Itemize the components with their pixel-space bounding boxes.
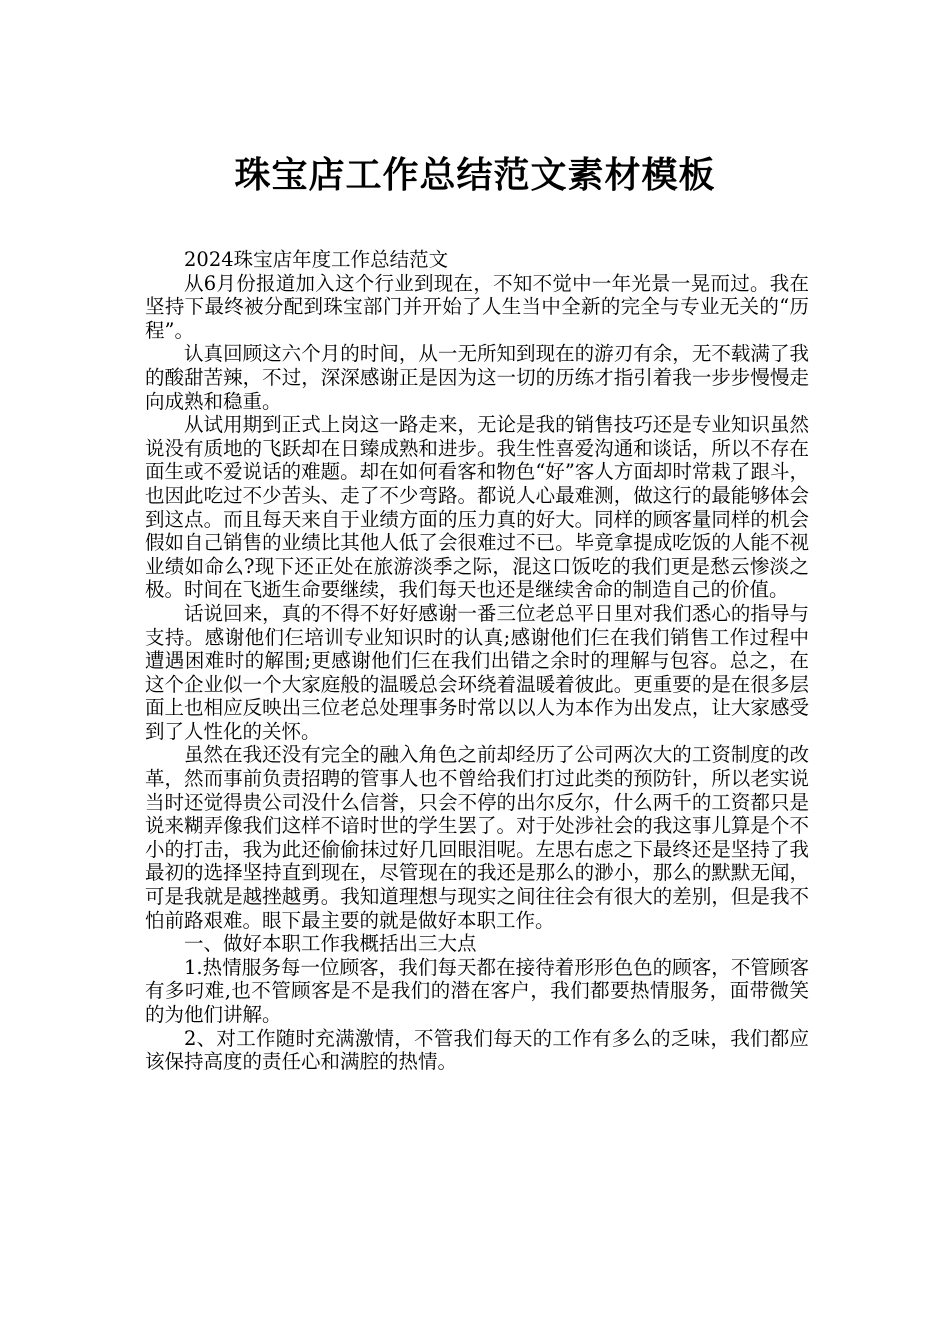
body-paragraph: 1.热情服务每一位顾客，我们每天都在接待着形形色色的顾客，不管顾客有多叼难,也不管顾客是不是我们的潜在客户，我们都要热情服务，面带微笑的为他们讲解。	[145, 955, 809, 1026]
document-body	[145, 248, 809, 1074]
body-paragraph: 从6月份报道加入这个行业到现在，不知不觉中一年光景一晃而过。我在坚持下最终被分配到珠宝部门并开始了人生当中全新的完全与专业无关的“历程”。	[145, 271, 809, 342]
document-title: 珠宝店工作总结范文素材模板	[234, 155, 716, 197]
body-paragraph: 2、对工作随时充满激情，不管我们每天的工作有多么的乏味，我们都应该保持高度的责任心和满腔的热情。	[145, 1026, 809, 1074]
body-paragraph: 话说回来，真的不得不好好感谢一番三位老总平日里对我们悉心的指导与支持。感谢他们仨培训专业知识时的认真;感谢他们仨在我们销售工作过程中遭遇困难时的解围;更感谢他们仨在我们出错之余时的理解与包容。总之，在这个企业似一个大家庭般的温暖总会环绕着温暖着彼此。更重要的是在很多层面上也相应反映出三位老总处理事务时常以以人为本作为出发点，让大家感受到了人性化的关怀。	[145, 601, 809, 743]
body-paragraph: 从试用期到正式上岗这一路走来，无论是我的销售技巧还是专业知识虽然说没有质地的飞跃却在日臻成熟和进步。我生性喜爱沟通和谈话，所以不存在面生或不爱说话的难题。却在如何看客和物色“好”客人方面却时常栽了跟斗，也因此吃过不少苦头、走了不少弯路。都说人心最难测，做这行的最能够体会到这点。而且每天来自于业绩方面的压力真的好大。同样的顾客量同样的机会假如自己销售的业绩比其他人低了会很难过不已。毕竟拿提成吃饭的人能不视业绩如命么?现下还正处在旅游淡季之际，混这口饭吃的我们更是愁云惨淡之极。时间在飞逝生命要继续，我们每天也还是继续舍命的制造自己的价值。	[145, 413, 809, 602]
body-paragraph: 虽然在我还没有完全的融入角色之前却经历了公司两次大的工资制度的改革，然而事前负责招聘的管事人也不曾给我们打过此类的预防针，所以老实说当时还觉得贵公司没什么信誉，只会不停的出尔反尔，什么两千的工资都只是说来糊弄像我们这样不谙时世的学生罢了。对于处涉社会的我这事儿算是个不小的打击，我为此还偷偷抹过好几回眼泪呢。左思右虑之下最终还是坚持了我最初的选择坚持直到现在，尽管现在的我还是那么的渺小，那么的默默无闻，可是我就是越挫越勇。我知道理想与现实之间往往会有很大的差别，但是我不怕前路艰难。眼下最主要的就是做好本职工作。	[145, 743, 809, 932]
body-paragraph: 认真回顾这六个月的时间，从一无所知到现在的游刃有余，无不载满了我的酸甜苦辣，不过，深深感谢正是因为这一切的历练才指引着我一步步慢慢走向成熟和稳重。	[145, 342, 809, 413]
section-heading: 一、做好本职工作我概括出三大点	[184, 932, 477, 956]
subtitle-paragraph: 2024珠宝店年度工作总结范文	[184, 248, 449, 271]
